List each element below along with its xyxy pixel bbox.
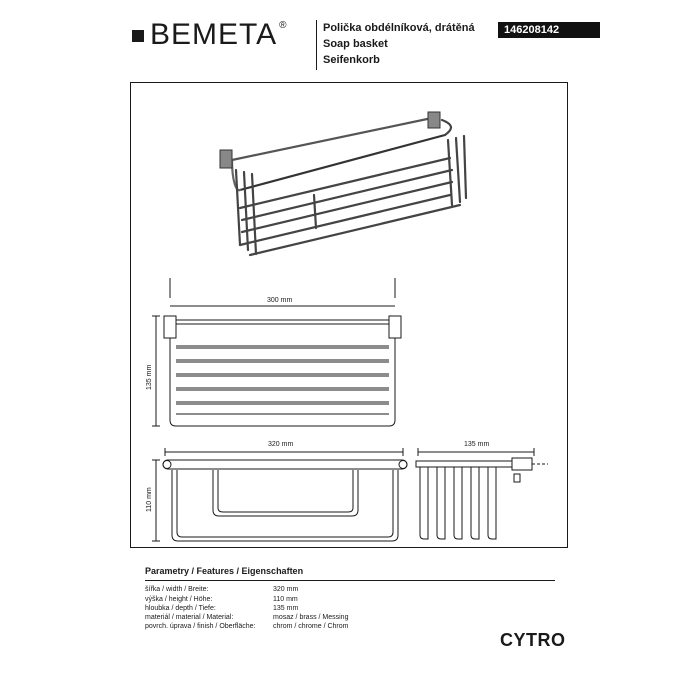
dim-front-width: 320 mm (268, 441, 294, 448)
param-label: povrch. úprava / finish / Oberfläche: (145, 623, 256, 630)
parameters-divider (145, 580, 555, 581)
param-row-width (145, 586, 565, 595)
brand-name: BEMETA (150, 18, 278, 51)
param-label: hloubka / depth / Tiefe: (145, 605, 216, 612)
param-label: materiál / material / Material: (145, 614, 234, 621)
param-value: 110 mm (273, 596, 298, 603)
dim-side-depth: 135 mm (464, 441, 490, 448)
product-render-icon (220, 112, 466, 255)
registered-mark: ® (279, 19, 287, 31)
param-row-material (145, 614, 565, 623)
parameters-title: Parametry / Features / Eigenschaften (145, 566, 304, 576)
param-value: chrom / chrome / Chrom (273, 623, 349, 630)
product-code-badge: 146208142 (498, 22, 600, 38)
param-value: mosaz / brass / Messing (273, 614, 349, 621)
param-label: šířka / width / Breite: (145, 586, 209, 593)
param-row-height (145, 596, 565, 605)
dim-top-depth: 135 mm (146, 364, 153, 390)
param-label: výška / height / Höhe: (145, 596, 213, 603)
product-name: CYTRO (500, 630, 566, 650)
front-view-drawing (152, 448, 407, 541)
dim-front-height: 110 mm (146, 487, 153, 512)
title-german: Seifenkorb (323, 54, 380, 66)
param-value: 320 mm (273, 586, 299, 593)
dim-top-width: 300 mm (267, 297, 293, 304)
side-view-drawing (416, 448, 548, 539)
param-value: 135 mm (273, 605, 299, 612)
title-english: Soap basket (323, 38, 388, 50)
param-row-depth (145, 605, 565, 614)
title-czech: Polička obdélníková, drátěná (323, 22, 475, 34)
